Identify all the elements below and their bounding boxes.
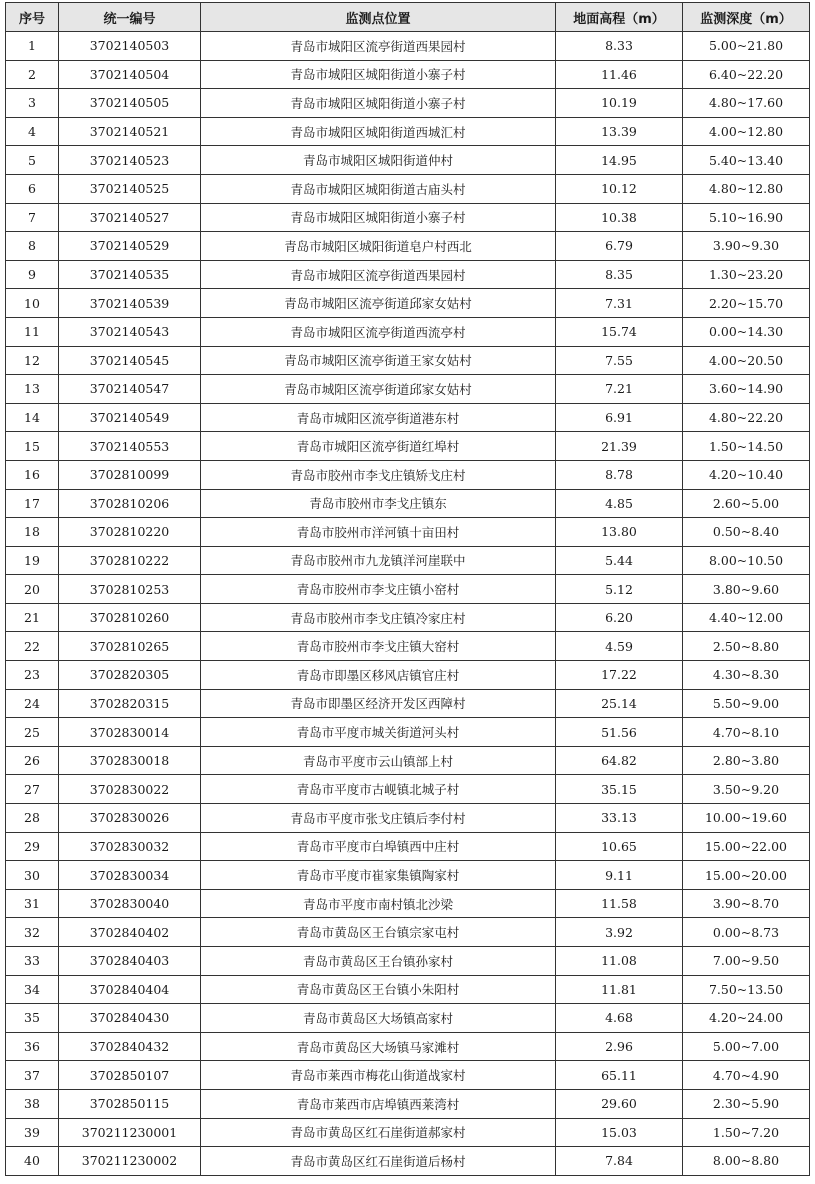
cell-depth: 4.70~4.90 <box>683 1061 810 1090</box>
cell-location: 青岛市胶州市李戈庄镇大窑村 <box>201 632 556 661</box>
table-row <box>6 460 810 489</box>
cell-index: 10 <box>6 289 59 318</box>
cell-index: 21 <box>6 603 59 632</box>
cell-location: 青岛市莱西市店埠镇西莱湾村 <box>201 1089 556 1118</box>
header-id: 统一编号 <box>59 3 201 32</box>
cell-location: 青岛市城阳区流亭街道港东村 <box>201 403 556 432</box>
cell-depth: 3.90~9.30 <box>683 232 810 261</box>
cell-index: 28 <box>6 804 59 833</box>
cell-id: 3702810099 <box>59 460 201 489</box>
cell-location: 青岛市黄岛区大场镇高家村 <box>201 1004 556 1033</box>
cell-elevation: 7.31 <box>556 289 683 318</box>
cell-index: 27 <box>6 775 59 804</box>
cell-location: 青岛市即墨区移风店镇官庄村 <box>201 661 556 690</box>
cell-location: 青岛市城阳区流亭街道西果园村 <box>201 32 556 61</box>
cell-depth: 2.30~5.90 <box>683 1089 810 1118</box>
cell-depth: 8.00~8.80 <box>683 1147 810 1176</box>
cell-elevation: 11.08 <box>556 947 683 976</box>
cell-depth: 10.00~19.60 <box>683 804 810 833</box>
cell-elevation: 5.12 <box>556 575 683 604</box>
cell-index: 19 <box>6 546 59 575</box>
cell-location: 青岛市胶州市九龙镇洋河崖联中 <box>201 546 556 575</box>
cell-id: 3702140529 <box>59 232 201 261</box>
cell-depth: 2.20~15.70 <box>683 289 810 318</box>
cell-id: 3702810220 <box>59 518 201 547</box>
cell-location: 青岛市黄岛区红石崖街道后杨村 <box>201 1147 556 1176</box>
cell-depth: 0.50~8.40 <box>683 518 810 547</box>
cell-index: 4 <box>6 117 59 146</box>
cell-elevation: 7.55 <box>556 346 683 375</box>
table-row <box>6 804 810 833</box>
cell-id: 3702140535 <box>59 260 201 289</box>
cell-elevation: 6.79 <box>556 232 683 261</box>
table-row <box>6 432 810 461</box>
cell-depth: 7.00~9.50 <box>683 947 810 976</box>
cell-index: 8 <box>6 232 59 261</box>
table-row <box>6 1061 810 1090</box>
cell-elevation: 7.21 <box>556 375 683 404</box>
cell-id: 3702140504 <box>59 60 201 89</box>
cell-id: 3702820305 <box>59 661 201 690</box>
cell-elevation: 64.82 <box>556 746 683 775</box>
cell-index: 13 <box>6 375 59 404</box>
table-row <box>6 60 810 89</box>
cell-id: 3702140525 <box>59 174 201 203</box>
cell-location: 青岛市胶州市李戈庄镇小窑村 <box>201 575 556 604</box>
cell-elevation: 8.33 <box>556 32 683 61</box>
table-row <box>6 575 810 604</box>
cell-id: 3702820315 <box>59 689 201 718</box>
cell-elevation: 8.78 <box>556 460 683 489</box>
cell-location: 青岛市即墨区经济开发区西障村 <box>201 689 556 718</box>
table-row <box>6 918 810 947</box>
cell-depth: 4.00~20.50 <box>683 346 810 375</box>
table-row <box>6 1004 810 1033</box>
cell-location: 青岛市平度市白埠镇西中庄村 <box>201 832 556 861</box>
cell-id: 3702140523 <box>59 146 201 175</box>
cell-id: 3702140553 <box>59 432 201 461</box>
table-row <box>6 32 810 61</box>
cell-index: 29 <box>6 832 59 861</box>
cell-location: 青岛市胶州市李戈庄镇矫戈庄村 <box>201 460 556 489</box>
cell-id: 3702830022 <box>59 775 201 804</box>
cell-index: 32 <box>6 918 59 947</box>
cell-elevation: 25.14 <box>556 689 683 718</box>
cell-location: 青岛市城阳区流亭街道西果园村 <box>201 260 556 289</box>
table-row <box>6 375 810 404</box>
cell-id: 3702140521 <box>59 117 201 146</box>
cell-depth: 1.50~14.50 <box>683 432 810 461</box>
cell-location: 青岛市城阳区流亭街道西流亭村 <box>201 317 556 346</box>
table-row <box>6 832 810 861</box>
cell-location: 青岛市黄岛区红石崖街道郝家村 <box>201 1118 556 1147</box>
table-row <box>6 146 810 175</box>
cell-index: 38 <box>6 1089 59 1118</box>
cell-id: 3702850115 <box>59 1089 201 1118</box>
cell-depth: 4.40~12.00 <box>683 603 810 632</box>
cell-location: 青岛市胶州市李戈庄镇东 <box>201 489 556 518</box>
cell-depth: 1.30~23.20 <box>683 260 810 289</box>
table-row <box>6 632 810 661</box>
cell-depth: 2.50~8.80 <box>683 632 810 661</box>
table-row <box>6 203 810 232</box>
table-header <box>6 3 810 32</box>
table-row <box>6 775 810 804</box>
cell-depth: 2.60~5.00 <box>683 489 810 518</box>
table-row <box>6 861 810 890</box>
cell-index: 39 <box>6 1118 59 1147</box>
cell-depth: 3.90~8.70 <box>683 889 810 918</box>
cell-elevation: 10.12 <box>556 174 683 203</box>
cell-elevation: 17.22 <box>556 661 683 690</box>
cell-id: 3702140539 <box>59 289 201 318</box>
cell-id: 3702840432 <box>59 1032 201 1061</box>
header-elevation: 地面高程（m） <box>556 3 683 32</box>
table-row <box>6 403 810 432</box>
header-row <box>6 3 810 32</box>
cell-elevation: 2.96 <box>556 1032 683 1061</box>
cell-elevation: 35.15 <box>556 775 683 804</box>
cell-location: 青岛市黄岛区王台镇孙家村 <box>201 947 556 976</box>
cell-elevation: 13.39 <box>556 117 683 146</box>
cell-id: 3702830040 <box>59 889 201 918</box>
cell-id: 3702840403 <box>59 947 201 976</box>
cell-index: 15 <box>6 432 59 461</box>
table-row <box>6 546 810 575</box>
cell-index: 2 <box>6 60 59 89</box>
cell-location: 青岛市胶州市洋河镇十亩田村 <box>201 518 556 547</box>
cell-location: 青岛市莱西市梅花山街道战家村 <box>201 1061 556 1090</box>
cell-index: 12 <box>6 346 59 375</box>
cell-index: 11 <box>6 317 59 346</box>
table-row <box>6 603 810 632</box>
cell-depth: 7.50~13.50 <box>683 975 810 1004</box>
cell-depth: 0.00~8.73 <box>683 918 810 947</box>
cell-id: 3702830032 <box>59 832 201 861</box>
cell-depth: 3.60~14.90 <box>683 375 810 404</box>
cell-location: 青岛市胶州市李戈庄镇冷家庄村 <box>201 603 556 632</box>
cell-location: 青岛市平度市南村镇北沙梁 <box>201 889 556 918</box>
cell-depth: 3.50~9.20 <box>683 775 810 804</box>
cell-id: 370211230001 <box>59 1118 201 1147</box>
header-location: 监测点位置 <box>201 3 556 32</box>
cell-depth: 1.50~7.20 <box>683 1118 810 1147</box>
cell-id: 3702810206 <box>59 489 201 518</box>
cell-index: 3 <box>6 89 59 118</box>
cell-elevation: 4.59 <box>556 632 683 661</box>
cell-depth: 4.70~8.10 <box>683 718 810 747</box>
cell-location: 青岛市城阳区流亭街道王家女姑村 <box>201 346 556 375</box>
cell-elevation: 15.74 <box>556 317 683 346</box>
cell-location: 青岛市平度市城关街道河头村 <box>201 718 556 747</box>
table-row <box>6 117 810 146</box>
table-row <box>6 1089 810 1118</box>
cell-id: 3702810222 <box>59 546 201 575</box>
table-row <box>6 489 810 518</box>
cell-id: 3702140505 <box>59 89 201 118</box>
cell-index: 35 <box>6 1004 59 1033</box>
cell-index: 16 <box>6 460 59 489</box>
cell-id: 3702140503 <box>59 32 201 61</box>
cell-elevation: 7.84 <box>556 1147 683 1176</box>
cell-location: 青岛市城阳区流亭街道邱家女姑村 <box>201 289 556 318</box>
cell-id: 3702850107 <box>59 1061 201 1090</box>
cell-elevation: 29.60 <box>556 1089 683 1118</box>
table-row <box>6 260 810 289</box>
cell-elevation: 15.03 <box>556 1118 683 1147</box>
cell-elevation: 10.19 <box>556 89 683 118</box>
cell-location: 青岛市城阳区城阳街道皂户村西北 <box>201 232 556 261</box>
cell-elevation: 14.95 <box>556 146 683 175</box>
cell-location: 青岛市黄岛区王台镇小朱阳村 <box>201 975 556 1004</box>
cell-id: 3702810260 <box>59 603 201 632</box>
table-row <box>6 346 810 375</box>
table-row <box>6 661 810 690</box>
cell-depth: 5.10~16.90 <box>683 203 810 232</box>
table-row <box>6 746 810 775</box>
table-row <box>6 889 810 918</box>
cell-depth: 4.20~24.00 <box>683 1004 810 1033</box>
table-row <box>6 975 810 1004</box>
cell-index: 9 <box>6 260 59 289</box>
cell-location: 青岛市城阳区流亭街道红埠村 <box>201 432 556 461</box>
cell-index: 25 <box>6 718 59 747</box>
cell-id: 3702140543 <box>59 317 201 346</box>
cell-location: 青岛市平度市云山镇部上村 <box>201 746 556 775</box>
cell-depth: 2.80~3.80 <box>683 746 810 775</box>
cell-index: 22 <box>6 632 59 661</box>
cell-index: 14 <box>6 403 59 432</box>
cell-depth: 4.20~10.40 <box>683 460 810 489</box>
table-row <box>6 89 810 118</box>
cell-index: 7 <box>6 203 59 232</box>
cell-elevation: 9.11 <box>556 861 683 890</box>
cell-depth: 6.40~22.20 <box>683 60 810 89</box>
cell-id: 3702840402 <box>59 918 201 947</box>
cell-location: 青岛市城阳区城阳街道小寨子村 <box>201 203 556 232</box>
cell-index: 34 <box>6 975 59 1004</box>
cell-index: 37 <box>6 1061 59 1090</box>
cell-elevation: 11.46 <box>556 60 683 89</box>
cell-id: 3702140527 <box>59 203 201 232</box>
table-row <box>6 317 810 346</box>
cell-location: 青岛市平度市张戈庄镇后李付村 <box>201 804 556 833</box>
cell-elevation: 6.91 <box>556 403 683 432</box>
table-body <box>6 32 810 1176</box>
cell-elevation: 10.65 <box>556 832 683 861</box>
cell-index: 1 <box>6 32 59 61</box>
cell-depth: 4.80~22.20 <box>683 403 810 432</box>
cell-index: 36 <box>6 1032 59 1061</box>
table-row <box>6 232 810 261</box>
cell-depth: 8.00~10.50 <box>683 546 810 575</box>
cell-index: 5 <box>6 146 59 175</box>
cell-depth: 15.00~20.00 <box>683 861 810 890</box>
cell-location: 青岛市城阳区城阳街道小寨子村 <box>201 89 556 118</box>
cell-location: 青岛市黄岛区王台镇宗家屯村 <box>201 918 556 947</box>
cell-id: 3702830014 <box>59 718 201 747</box>
cell-elevation: 3.92 <box>556 918 683 947</box>
cell-depth: 15.00~22.00 <box>683 832 810 861</box>
cell-depth: 5.00~7.00 <box>683 1032 810 1061</box>
cell-id: 3702840404 <box>59 975 201 1004</box>
cell-depth: 5.40~13.40 <box>683 146 810 175</box>
table-row <box>6 718 810 747</box>
cell-elevation: 11.81 <box>556 975 683 1004</box>
cell-elevation: 6.20 <box>556 603 683 632</box>
cell-index: 6 <box>6 174 59 203</box>
cell-id: 370211230002 <box>59 1147 201 1176</box>
cell-elevation: 5.44 <box>556 546 683 575</box>
cell-elevation: 51.56 <box>556 718 683 747</box>
cell-id: 3702140547 <box>59 375 201 404</box>
cell-elevation: 8.35 <box>556 260 683 289</box>
cell-location: 青岛市城阳区城阳街道小寨子村 <box>201 60 556 89</box>
cell-index: 23 <box>6 661 59 690</box>
cell-location: 青岛市城阳区城阳街道古庙头村 <box>201 174 556 203</box>
cell-id: 3702840430 <box>59 1004 201 1033</box>
cell-location: 青岛市平度市古岘镇北城子村 <box>201 775 556 804</box>
cell-index: 33 <box>6 947 59 976</box>
cell-elevation: 4.85 <box>556 489 683 518</box>
cell-depth: 3.80~9.60 <box>683 575 810 604</box>
cell-location: 青岛市城阳区流亭街道邱家女姑村 <box>201 375 556 404</box>
cell-index: 24 <box>6 689 59 718</box>
table-row <box>6 689 810 718</box>
cell-id: 3702830026 <box>59 804 201 833</box>
cell-index: 20 <box>6 575 59 604</box>
table-row <box>6 1032 810 1061</box>
cell-elevation: 13.80 <box>556 518 683 547</box>
monitoring-points-table <box>5 2 810 1176</box>
cell-index: 31 <box>6 889 59 918</box>
cell-depth: 4.80~17.60 <box>683 89 810 118</box>
cell-index: 17 <box>6 489 59 518</box>
cell-location: 青岛市城阳区城阳街道西城汇村 <box>201 117 556 146</box>
cell-id: 3702140549 <box>59 403 201 432</box>
cell-elevation: 11.58 <box>556 889 683 918</box>
table-row <box>6 289 810 318</box>
cell-depth: 5.50~9.00 <box>683 689 810 718</box>
cell-id: 3702830034 <box>59 861 201 890</box>
table-row <box>6 1147 810 1176</box>
cell-depth: 4.80~12.80 <box>683 174 810 203</box>
cell-id: 3702830018 <box>59 746 201 775</box>
header-depth: 监测深度（m） <box>683 3 810 32</box>
table-row <box>6 174 810 203</box>
cell-elevation: 4.68 <box>556 1004 683 1033</box>
table-row <box>6 518 810 547</box>
cell-depth: 0.00~14.30 <box>683 317 810 346</box>
cell-elevation: 33.13 <box>556 804 683 833</box>
cell-depth: 5.00~21.80 <box>683 32 810 61</box>
cell-depth: 4.00~12.80 <box>683 117 810 146</box>
cell-index: 18 <box>6 518 59 547</box>
cell-location: 青岛市黄岛区大场镇马家滩村 <box>201 1032 556 1061</box>
cell-location: 青岛市城阳区城阳街道仲村 <box>201 146 556 175</box>
table-row <box>6 1118 810 1147</box>
cell-index: 40 <box>6 1147 59 1176</box>
cell-location: 青岛市平度市崔家集镇陶家村 <box>201 861 556 890</box>
cell-depth: 4.30~8.30 <box>683 661 810 690</box>
cell-id: 3702810253 <box>59 575 201 604</box>
cell-elevation: 10.38 <box>556 203 683 232</box>
cell-elevation: 65.11 <box>556 1061 683 1090</box>
cell-id: 3702140545 <box>59 346 201 375</box>
cell-index: 30 <box>6 861 59 890</box>
cell-elevation: 21.39 <box>556 432 683 461</box>
header-index: 序号 <box>6 3 59 32</box>
table-row <box>6 947 810 976</box>
cell-id: 3702810265 <box>59 632 201 661</box>
cell-index: 26 <box>6 746 59 775</box>
